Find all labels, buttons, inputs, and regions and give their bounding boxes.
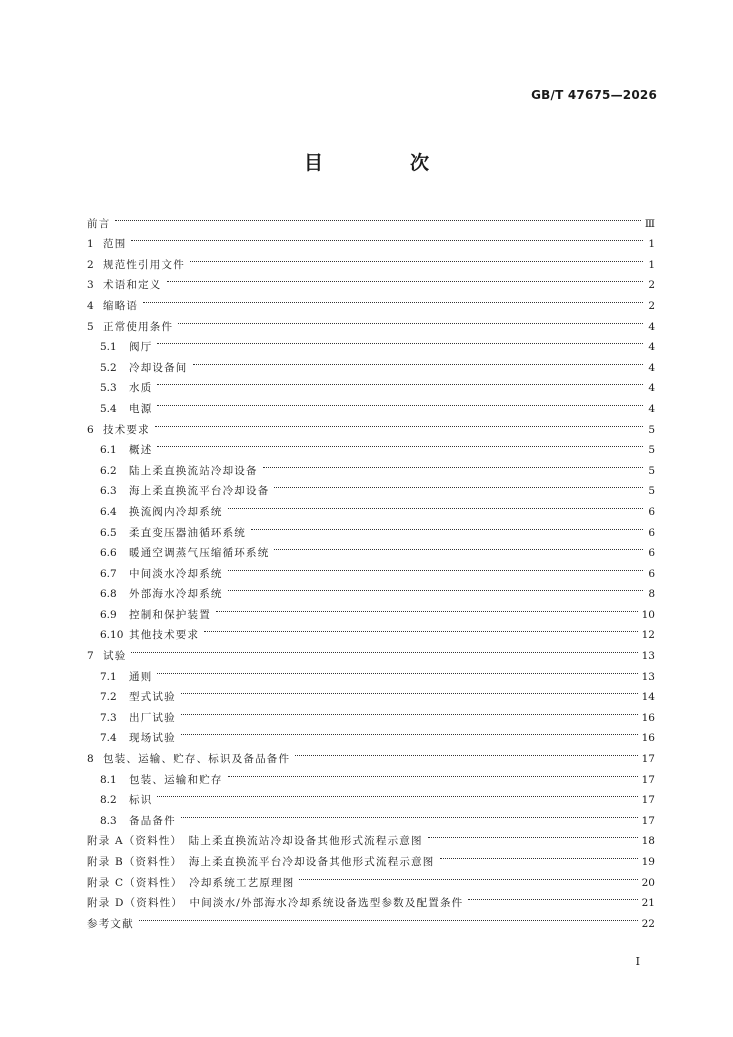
toc-entry[interactable] [87,906,655,930]
toc-entry-number: 5 [87,320,94,333]
toc-entry-number: 6.8 [100,588,117,601]
toc-entry-number: 6.7 [100,567,117,580]
toc-dot-leader [295,741,637,762]
toc-entry-label: 外部海水冷却系统 [129,588,223,601]
toc-entry-label: 附录 C（资料性） 冷却系统工艺原理图 [87,876,295,889]
toc-entry-label: 陆上柔直换流站冷却设备 [129,464,258,477]
toc-entry-number: 8.2 [100,794,117,807]
toc-entry-page: 10 [641,608,655,621]
toc-entry-page: 5 [648,423,655,436]
toc-dot-leader [157,371,643,392]
toc-entry[interactable] [87,453,655,477]
toc-dot-leader [468,886,637,907]
toc-entry[interactable] [87,309,655,333]
toc-entry-label: 缩略语 [103,299,139,312]
toc-entry[interactable] [87,350,655,374]
toc-entry-number: 7.3 [100,711,117,724]
toc-entry-label: 阀厅 [129,341,153,354]
toc-dot-leader [139,906,638,927]
toc-entry-page: 8 [648,588,655,601]
toc-entry-page: 4 [648,402,655,415]
toc-entry-label: 附录 D（资料性） 中间淡水/外部海水冷却系统设备选型参数及配置条件 [87,897,464,910]
toc-entry-label: 术语和定义 [103,279,162,292]
toc-entry-number: 6.3 [100,485,117,498]
toc-entry-page: 5 [648,485,655,498]
toc-entry-label: 现场试验 [129,732,176,745]
toc-entry-page: 13 [641,670,655,683]
toc-entry-page: 22 [641,917,655,930]
toc-dot-leader [440,844,638,865]
toc-dot-leader [157,330,643,351]
toc-entry-label: 备品备件 [129,814,176,827]
toc-entry-page: 17 [641,794,655,807]
toc-entry-page: 6 [648,567,655,580]
toc-dot-leader [190,247,643,268]
toc-dot-leader [251,515,643,536]
toc-entry-page: 17 [641,773,655,786]
toc-dot-leader [228,494,643,515]
toc-entry-number: 5.4 [100,402,117,415]
toc-entry-page: 6 [648,505,655,518]
toc-dot-leader [181,803,638,824]
toc-entry-page: 6 [648,526,655,539]
toc-dot-leader [193,350,644,371]
toc-entry-label: 换流阀内冷却系统 [129,505,223,518]
toc-entry-page: 4 [648,320,655,333]
toc-dot-leader [228,556,643,577]
toc-entry[interactable] [87,268,655,292]
toc-entry-page: 17 [641,753,655,766]
toc-entry[interactable] [87,371,655,395]
toc-entry-page: 19 [641,856,655,868]
toc-entry[interactable] [87,783,655,807]
toc-dot-leader [428,824,638,845]
toc-dot-leader [157,659,637,680]
toc-entry-number: 3 [87,279,94,292]
toc-entry-label: 概述 [129,444,153,457]
toc-entry[interactable] [87,412,655,436]
toc-dot-leader [178,309,643,330]
toc-dot-leader [204,618,637,639]
toc-entry-number: 6 [87,423,94,436]
toc-dot-leader [115,206,640,227]
toc-entry-page: 5 [648,464,655,477]
toc-entry-page: 20 [641,876,655,889]
toc-entry-number: 6.10 [100,629,124,642]
toc-entry-number: 4 [87,299,94,312]
toc-dot-leader [157,433,643,454]
toc-entry-page: 21 [641,897,655,910]
toc-entry-label: 参考文献 [87,917,134,930]
toc-entry-page: 4 [648,361,655,374]
toc-entry[interactable] [87,680,655,704]
toc-entry[interactable] [87,206,655,230]
toc-dot-leader [155,412,643,433]
toc-entry-page: 17 [641,814,655,827]
toc-entry-label: 型式试验 [129,691,176,704]
toc-dot-leader [263,453,643,474]
toc-entry-number: 6.9 [100,608,117,621]
toc-entry-label: 水质 [129,382,153,395]
toc-entry-number: 1 [87,238,94,251]
toc-entry-number: 6.1 [100,444,117,457]
toc-entry-label: 其他技术要求 [129,629,200,642]
toc-entry-number: 6.6 [100,547,117,560]
toc-entry-label: 电源 [129,402,153,415]
toc-entry-label: 出厂试验 [129,711,176,724]
toc-dot-leader [228,577,643,598]
toc-entry-number: 8.1 [100,773,117,786]
toc-entry-number: 5.3 [100,382,117,395]
page-title: 目 次 [303,152,463,174]
toc-dot-leader [167,268,644,289]
toc-dot-leader [181,680,638,701]
standard-code: GB/T 47675—2026 [531,88,657,102]
toc-entry-label: 标识 [129,794,153,807]
toc-entry-page: 18 [641,835,655,848]
table-of-contents [87,206,655,930]
toc-entry-page: 12 [641,629,655,642]
toc-entry[interactable] [87,433,655,457]
toc-dot-leader [299,865,637,886]
toc-entry-label: 附录 B（资料性） 海上柔直换流平台冷却设备其他形式流程示意图 [87,856,435,868]
toc-entry-label: 冷却设备间 [129,361,188,374]
toc-entry-label: 试验 [103,650,127,663]
toc-entry[interactable] [87,247,655,271]
toc-entry-number: 7.4 [100,732,117,745]
toc-entry-page: 16 [641,711,655,724]
toc-entry-number: 7.1 [100,670,117,683]
toc-entry-number: 5.1 [100,341,117,354]
toc-entry-number: 8.3 [100,814,117,827]
toc-entry-label: 海上柔直换流平台冷却设备 [129,485,270,498]
toc-entry-page: 4 [648,341,655,354]
toc-entry-number: 6.2 [100,464,117,477]
toc-dot-leader [216,597,638,618]
toc-dot-leader [181,721,638,742]
toc-dot-leader [131,227,643,248]
toc-entry-number: 5.2 [100,361,117,374]
toc-entry-number: 7 [87,650,94,663]
toc-entry-label: 通则 [129,670,153,683]
toc-entry-label: 前言 [87,217,111,230]
toc-entry-page: 6 [648,547,655,560]
toc-entry-label: 包装、运输、贮存、标识及备品备件 [103,753,291,766]
toc-dot-leader [228,762,638,783]
toc-entry-number: 8 [87,753,94,766]
toc-entry-page: 2 [648,279,655,292]
toc-dot-leader [131,638,637,659]
toc-entry-number: 6.5 [100,526,117,539]
toc-entry[interactable] [87,330,655,354]
toc-entry-label: 附录 A（资料性） 陆上柔直换流站冷却设备其他形式流程示意图 [87,835,423,848]
toc-entry-page: 1 [648,258,655,271]
toc-entry[interactable] [87,227,655,251]
toc-entry-page: 1 [648,238,655,251]
toc-entry-label: 范围 [103,238,127,251]
toc-entry[interactable] [87,659,655,683]
toc-entry-page: 4 [648,382,655,395]
toc-entry-page: 5 [648,444,655,457]
toc-entry-page: Ⅲ [644,217,655,230]
toc-entry-label: 规范性引用文件 [103,258,185,271]
toc-dot-leader [157,391,643,412]
toc-dot-leader [181,700,638,721]
toc-entry-number: 7.2 [100,691,117,704]
toc-entry[interactable] [87,638,655,663]
toc-entry-label: 包装、运输和贮存 [129,773,223,786]
toc-dot-leader [143,288,643,309]
toc-dot-leader [274,536,643,557]
toc-entry-label: 中间淡水冷却系统 [129,567,223,580]
toc-entry-page: 14 [641,691,655,704]
toc-entry-label: 技术要求 [103,423,150,436]
toc-entry[interactable] [87,288,655,312]
toc-dot-leader [157,783,637,804]
toc-entry[interactable] [87,391,655,415]
page-number: I [635,955,640,968]
toc-dot-leader [274,474,643,495]
toc-entry-page: 13 [641,650,655,663]
toc-entry-label: 暖通空调蒸气压缩循环系统 [129,547,270,560]
toc-entry-label: 柔直变压器油循环系统 [129,526,246,539]
toc-entry-label: 控制和保护装置 [129,608,211,621]
toc-entry-number: 2 [87,258,94,271]
toc-entry-page: 16 [641,732,655,745]
toc-entry-number: 6.4 [100,505,117,518]
toc-entry[interactable] [87,803,655,827]
toc-entry-label: 正常使用条件 [103,320,174,333]
toc-entry-page: 2 [648,299,655,312]
